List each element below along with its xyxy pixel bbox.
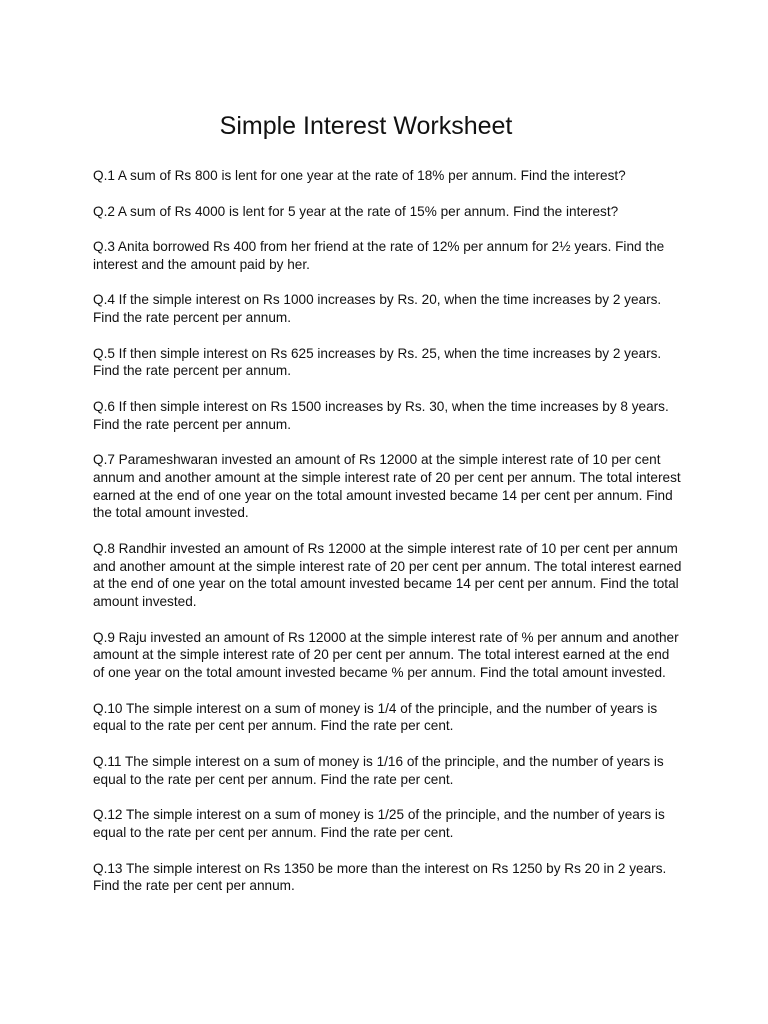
question-item: Q.12 The simple interest on a sum of money is 1/25 of the principle, and the number of years is equal to the rate per cent per annum. Find the rate per cent. bbox=[93, 807, 665, 841]
question-item: Q.8 Randhir invested an amount of Rs 12000 at the simple interest rate of 10 per cent per annum and another amount at the simple interest rate of 20 per cent per annum. The total interest earned at the end of one year on the total amount invested became 14 per cent per annum. Find the total amount invested. bbox=[93, 541, 682, 610]
question-item: Q.13 The simple interest on Rs 1350 be more than the interest on Rs 1250 by Rs 20 in 2 years. Find the rate per cent per annum. bbox=[93, 860, 667, 894]
question-item: Q.6 If then simple interest on Rs 1500 increases by Rs. 30, when the time increases by 8 years. Find the rate percent per annum. bbox=[93, 399, 669, 432]
question-item: Q.4 If the simple interest on Rs 1000 increases by Rs. 20, when the time increases by 2 years. Find the rate percent per annum. bbox=[93, 292, 662, 326]
question-item: Q.7 Parameshwaran invested an amount of Rs 12000 at the simple interest rate of 10 per cent annum and another amount at the simple interest rate of 20 per cent per annum. The total interest earned at the end of one year on the total amount invested became 14 per cent per annum. Find the total amount invested. bbox=[93, 452, 681, 521]
question-item: Q.2 A sum of Rs 4000 is lent for 5 year at the rate of 15% per annum. Find the interest? bbox=[93, 203, 619, 219]
question-item: Q.10 The simple interest on a sum of money is 1/4 of the principle, and the number of years is equal to the rate per cent per annum. Find the rate per cent. bbox=[93, 700, 658, 734]
question-item: Q.5 If then simple interest on Rs 625 increases by Rs. 25, when the time increases by 2 years. Find the rate percent per annum. bbox=[93, 345, 662, 379]
question-item: Q.3 Anita borrowed Rs 400 from her friend at the rate of 12% per annum for 2½ years. Find the interest and the amount paid by her. bbox=[93, 239, 665, 272]
question-item: Q.1 A sum of Rs 800 is lent for one year at the rate of 18% per annum. Find the interest? bbox=[93, 168, 626, 183]
page-title: Simple Interest Worksheet bbox=[219, 112, 513, 140]
question-list bbox=[93, 167, 683, 913]
question-item: Q.9 Raju invested an amount of Rs 12000 at the simple interest rate of % per annum and another amount at the simple interest rate of 20 per cent per annum. The total interest earned at the end of one year on the total amount invested became % per annum. Find the total amount invested. bbox=[93, 629, 679, 681]
question-item: Q.11 The simple interest on a sum of money is 1/16 of the principle, and the number of years is equal to the rate per cent per annum. Find the rate per cent. bbox=[93, 754, 664, 787]
